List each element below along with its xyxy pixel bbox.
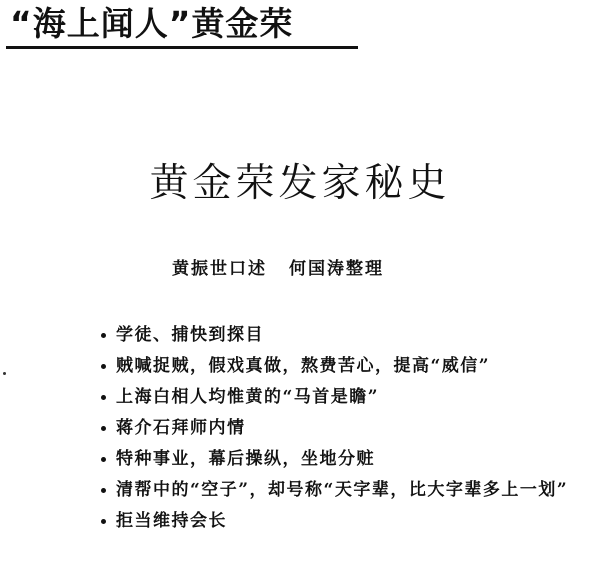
toc-item: [100, 351, 580, 382]
bullet-icon: [101, 364, 106, 369]
bullet-icon: [101, 395, 106, 400]
toc-item-text: 蒋介石拜师内情: [116, 418, 246, 438]
scan-speck: [3, 372, 6, 375]
toc-item-text: 拒当维持会长: [116, 511, 227, 531]
bullet-icon: [101, 488, 106, 493]
table-of-contents: [100, 320, 580, 537]
book-title: 黄金荣发家秘史: [149, 161, 451, 206]
toc-item: [100, 506, 580, 537]
toc-item: [100, 444, 580, 475]
section-header-block: [6, 4, 358, 49]
bullet-icon: [101, 333, 106, 338]
toc-item: [100, 382, 580, 413]
toc-item-text: 学徒、捕快到探目: [116, 325, 264, 345]
section-header-underline: [6, 46, 358, 49]
toc-item-text: 上海白相人均惟黄的“马首是瞻”: [116, 387, 380, 407]
toc-item: [100, 320, 580, 351]
toc-item: [100, 413, 580, 444]
toc-item: [100, 475, 580, 506]
section-header: “海上闻人”黄金荣: [10, 4, 294, 43]
bullet-icon: [101, 457, 106, 462]
toc-item-text: 贼喊捉贼，假戏真做，熬费苦心，提高“威信”: [116, 356, 491, 376]
author-credits: [172, 257, 384, 281]
toc-item-text: 清帮中的“空子”，却号称“天字辈，比大字辈多上一划”: [116, 480, 569, 500]
toc-item-text: 特种事业，幕后操纵，坐地分赃: [116, 449, 375, 469]
narrator-credit: 黄振世口述: [172, 259, 267, 279]
bullet-icon: [101, 426, 106, 431]
editor-credit: 何国涛整理: [289, 259, 384, 279]
bullet-icon: [101, 519, 106, 524]
